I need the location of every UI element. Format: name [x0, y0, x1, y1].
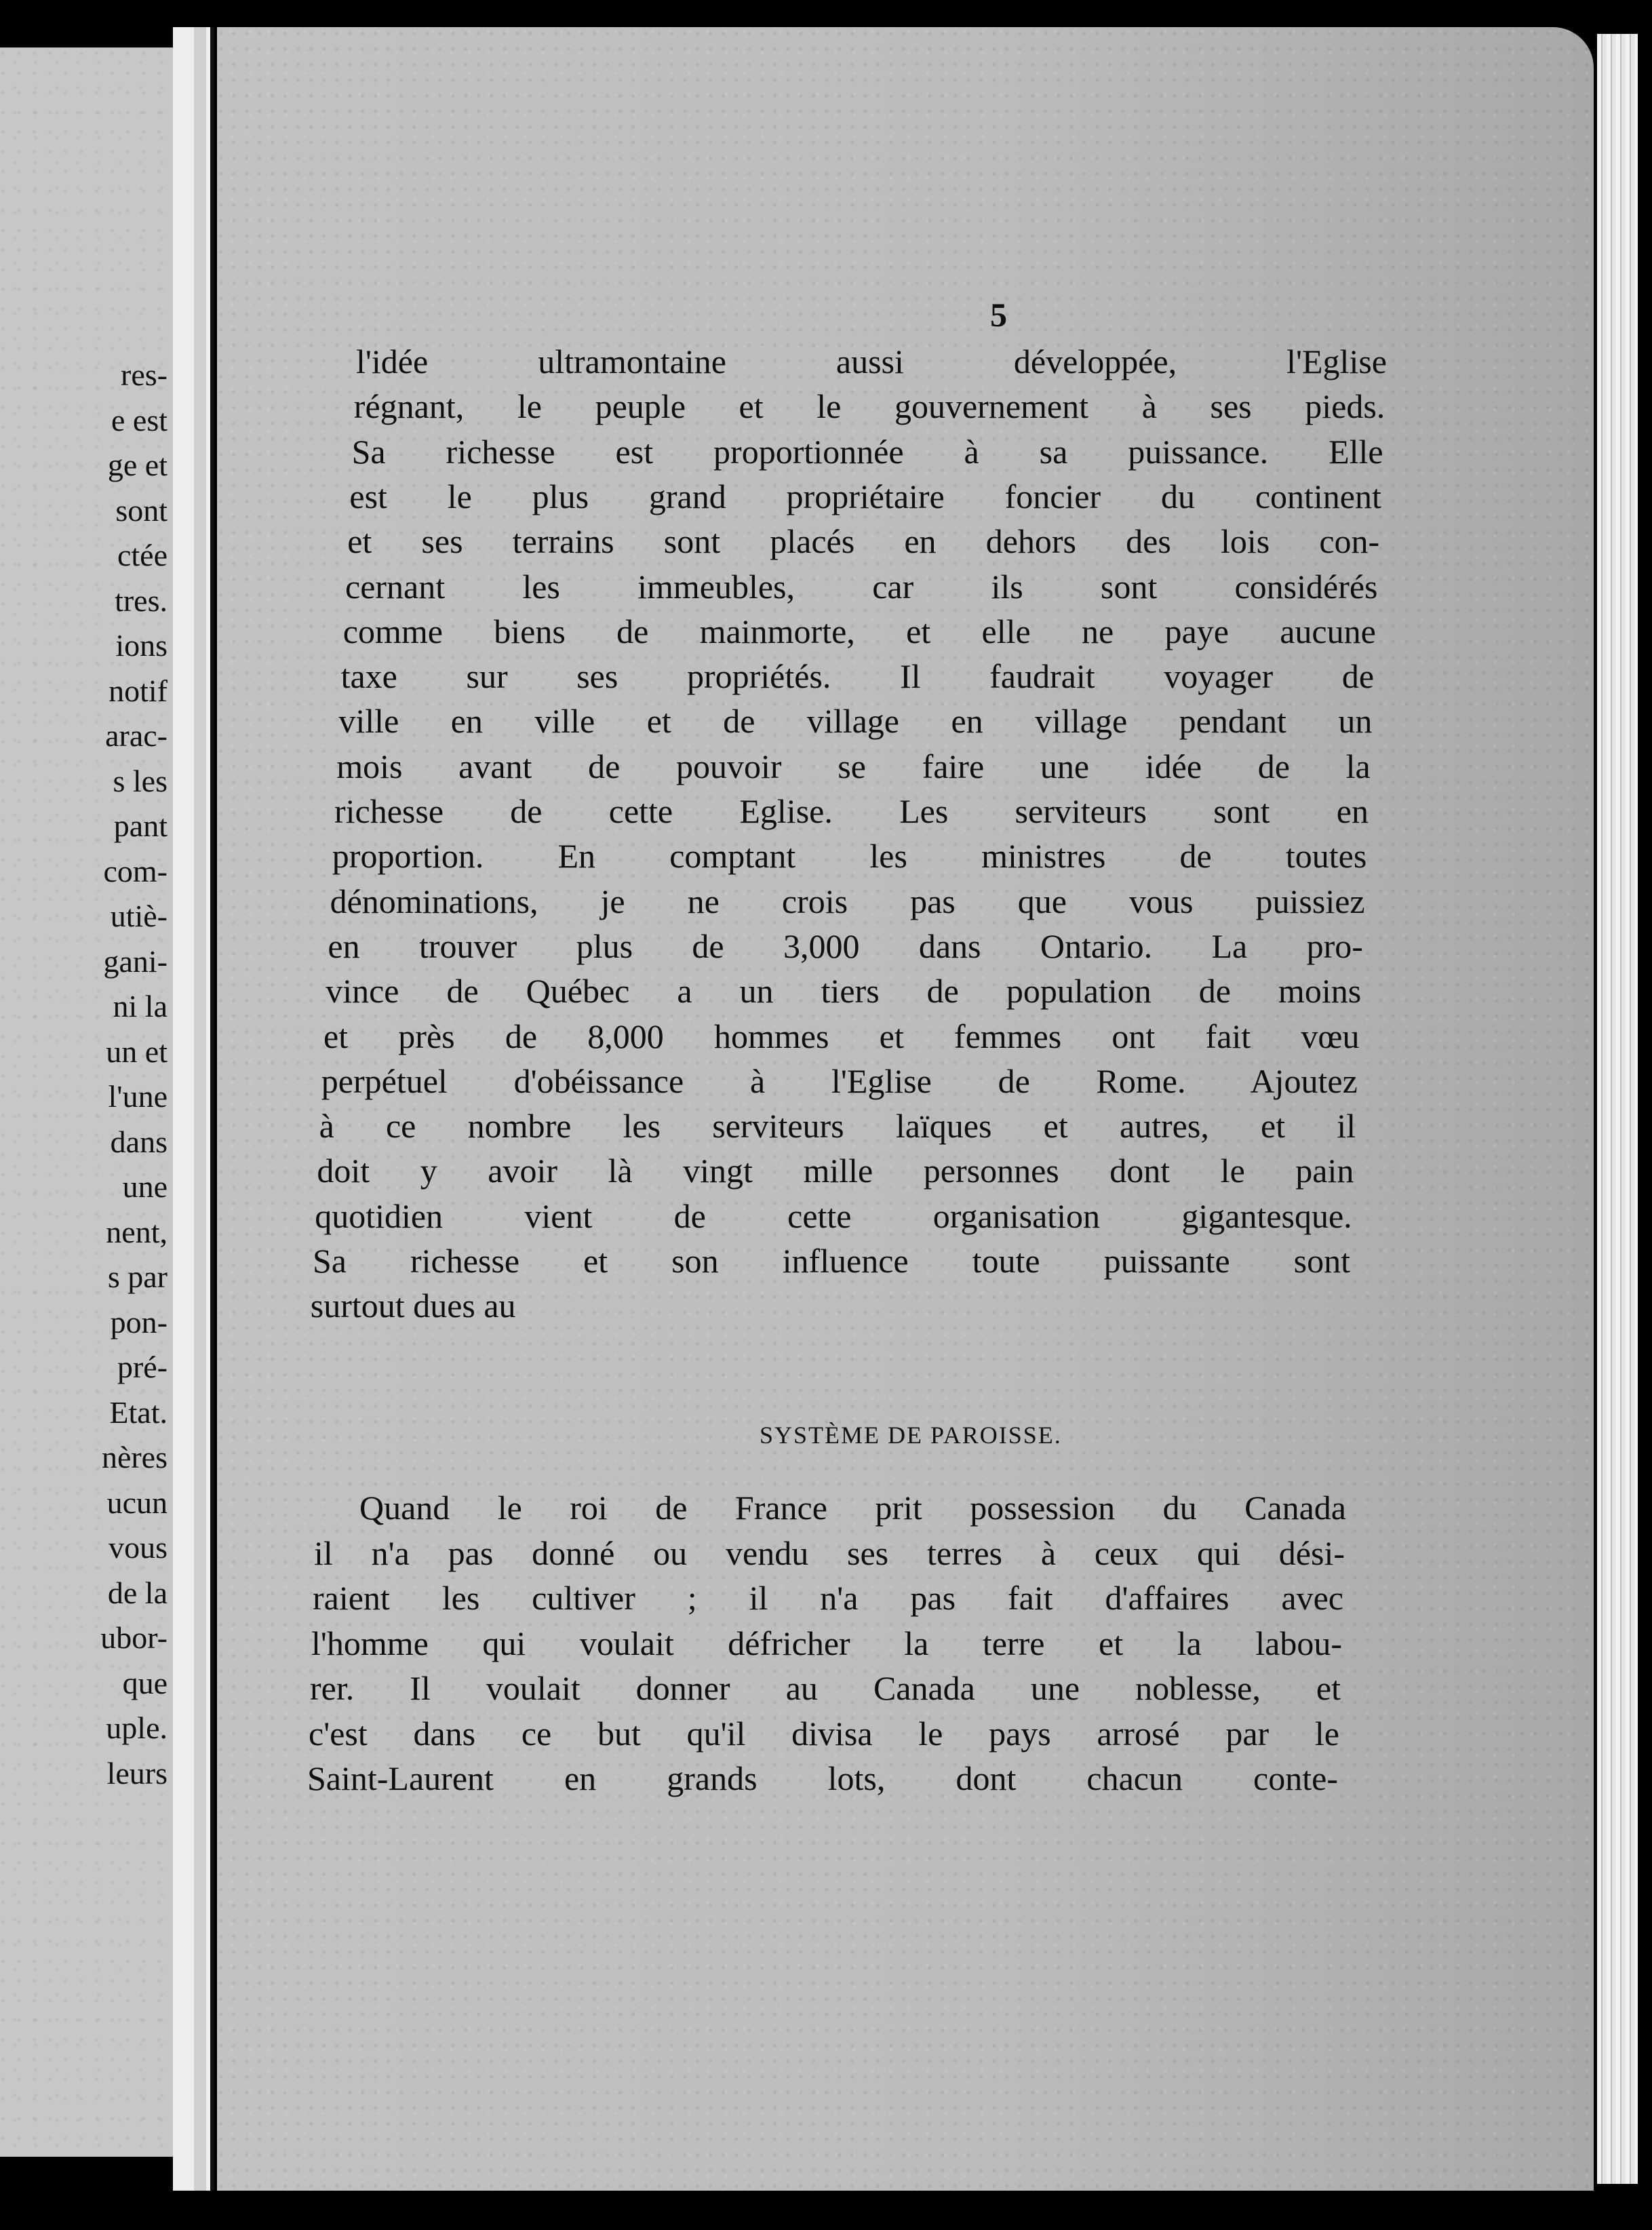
page-number: 5	[990, 296, 1007, 334]
text-line: richesse de cette Eglise. Les serviteurs sont en	[334, 792, 1369, 830]
left-page-line: com-	[103, 853, 168, 888]
text-line: et ses terrains sont placés en dehors des lois con-	[347, 522, 1380, 561]
text-line: régnant, le peuple et le gouvernement à ses pieds.	[353, 387, 1385, 426]
text-line: l'idée ultramontaine aussi développée, l'Eglise	[356, 343, 1387, 380]
book-gutter-shadow	[194, 27, 206, 2191]
text-line: taxe sur ses propriétés. Il faudrait voyager de	[340, 657, 1375, 696]
text-line: il n'a pas donné ou vendu ses terres à ceux qui dési-	[314, 1533, 1345, 1572]
left-page-line: notif	[109, 673, 168, 708]
text-line: en trouver plus de 3,000 dans Ontario. La pro-	[328, 926, 1363, 965]
section-heading: SYSTÈME DE PAROISSE.	[760, 1422, 1062, 1449]
text-line: et près de 8,000 hommes et femmes ont fait vœu	[323, 1017, 1360, 1055]
right-page	[217, 27, 1594, 2191]
left-page-line: arac-	[105, 718, 168, 753]
left-page-line: s les	[113, 763, 168, 798]
left-page-line: vous	[109, 1530, 168, 1565]
left-page-line: s par	[107, 1259, 168, 1294]
left-page-line: ni la	[113, 989, 168, 1023]
left-page-line: de la	[107, 1575, 168, 1610]
text-line: doit y avoir là vingt mille personnes dont le pain	[317, 1152, 1354, 1190]
left-page-line: ubor-	[100, 1620, 168, 1655]
text-line: raient les cultiver ; il n'a pas fait d'affaires avec	[313, 1579, 1343, 1617]
left-page-line: sont	[115, 492, 168, 528]
left-page-line: ge et	[107, 448, 168, 482]
left-page-line: l'une	[108, 1079, 168, 1114]
text-line: c'est dans ce but qu'il divisa le pays arrosé par le	[309, 1714, 1339, 1753]
left-page-line: une	[122, 1169, 168, 1204]
text-line: comme biens de mainmorte, et elle ne paye aucune	[342, 612, 1376, 650]
text-line: cernant les immeubles, car ils sont considérés	[345, 567, 1378, 606]
text-line: l'homme qui voulait défricher la terre et la labou-	[311, 1624, 1342, 1662]
page-body-text	[217, 27, 1594, 2191]
left-page-line: utiè-	[110, 899, 168, 933]
left-page-line: pon-	[110, 1304, 168, 1339]
left-page-line: nent,	[106, 1214, 168, 1249]
text-line: Quand le roi de France prit possession du Canada	[359, 1489, 1346, 1527]
text-line: dénominations, je ne crois pas que vous puissiez	[330, 882, 1365, 920]
text-line: surtout dues au	[310, 1287, 516, 1325]
page-edges	[1597, 34, 1638, 2184]
text-line: Sa richesse est proportionnée à sa puissance. Elle	[351, 432, 1383, 471]
text-line: vince de Québec a un tiers de population de moins	[326, 972, 1362, 1011]
text-line: rer. Il voulait donner au Canada une noblesse, et	[310, 1669, 1341, 1707]
left-page-line: gani-	[103, 943, 168, 979]
left-page-line: un et	[106, 1034, 168, 1069]
left-page-line: que	[122, 1665, 168, 1700]
text-line: proportion. En comptant les ministres de toutes	[332, 837, 1367, 876]
text-line: Sa richesse et son influence toute puissante sont	[313, 1242, 1350, 1280]
text-line: est le plus grand propriétaire foncier du continent	[349, 477, 1381, 515]
text-line: à ce nombre les serviteurs laïques et autres, et il	[319, 1107, 1356, 1146]
left-page-line: nères	[101, 1440, 168, 1474]
left-page-line: ucun	[106, 1485, 168, 1520]
text-line: perpétuel d'obéissance à l'Eglise de Rome. Ajoutez	[321, 1061, 1358, 1100]
text-line: mois avant de pouvoir se faire une idée de la	[336, 747, 1371, 785]
left-page-line: res-	[121, 357, 168, 392]
left-page-line: dans	[110, 1124, 168, 1159]
left-page-line: pant	[113, 808, 168, 843]
text-line: Saint-Laurent en grands lots, dont chacun conte-	[307, 1759, 1338, 1797]
left-page-fragment	[0, 47, 173, 2157]
text-line: ville en ville et de village en village pendant un	[338, 702, 1373, 741]
text-line: quotidien vient de cette organisation gigantesque.	[315, 1196, 1352, 1235]
left-page-line: tres.	[115, 583, 168, 618]
left-page-line: uple.	[106, 1710, 168, 1745]
left-page-line: ions	[115, 628, 168, 663]
left-page-line: pré-	[117, 1350, 168, 1384]
left-page-line: e est	[111, 402, 168, 437]
left-page-line: Etat.	[109, 1394, 168, 1430]
left-page-line: ctée	[117, 538, 168, 572]
left-page-line: leurs	[106, 1755, 168, 1791]
